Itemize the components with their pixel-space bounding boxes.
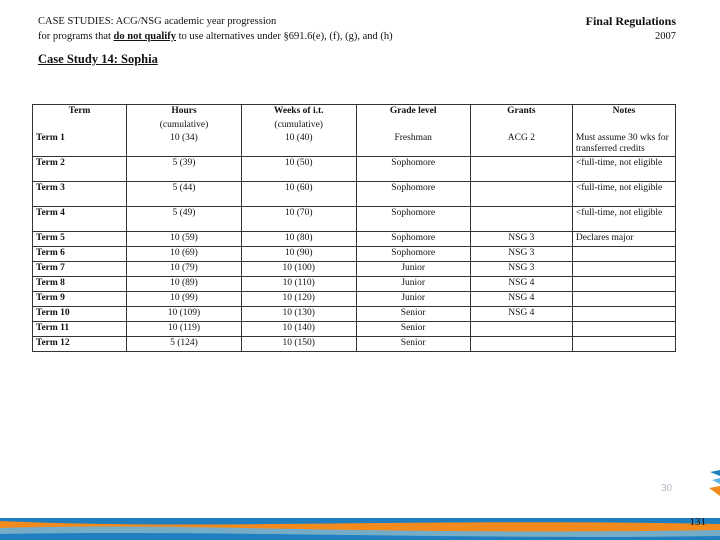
header-left xyxy=(38,14,393,44)
weeks-cell: 10 (120) xyxy=(241,292,356,307)
table-row xyxy=(33,182,676,207)
grade-level-cell: Sophomore xyxy=(356,247,470,262)
column-subheader xyxy=(470,119,572,132)
grants-cell: NSG 4 xyxy=(470,277,572,292)
notes-cell: Declares major xyxy=(572,232,675,247)
column-subheader: (cumulative) xyxy=(241,119,356,132)
table-row xyxy=(33,337,676,352)
table-header-row xyxy=(33,105,676,119)
grade-level-cell: Sophomore xyxy=(356,232,470,247)
term-cell: Term 3 xyxy=(33,182,127,207)
grade-level-cell: Junior xyxy=(356,262,470,277)
table-row xyxy=(33,292,676,307)
column-header: Grants xyxy=(470,105,572,119)
slide-number: 30 xyxy=(661,483,673,494)
grants-cell: NSG 4 xyxy=(470,292,572,307)
table-row xyxy=(33,247,676,262)
table-row xyxy=(33,307,676,322)
grants-cell xyxy=(470,157,572,182)
term-cell: Term 8 xyxy=(33,277,127,292)
header-line-2-emphasis: do not qualify xyxy=(113,31,176,42)
weeks-cell: 10 (150) xyxy=(241,337,356,352)
grants-cell xyxy=(470,322,572,337)
hours-cell: 10 (99) xyxy=(127,292,242,307)
term-cell: Term 6 xyxy=(33,247,127,262)
column-header: Notes xyxy=(572,105,675,119)
hours-cell: 10 (109) xyxy=(127,307,242,322)
column-header: Term xyxy=(33,105,127,119)
term-cell: Term 4 xyxy=(33,207,127,232)
term-cell: Term 9 xyxy=(33,292,127,307)
notes-cell xyxy=(572,247,675,262)
notes-cell xyxy=(572,322,675,337)
weeks-cell: 10 (130) xyxy=(241,307,356,322)
column-subheader xyxy=(356,119,470,132)
notes-cell: Must assume 30 wks for transferred credits xyxy=(572,132,675,157)
weeks-cell: 10 (140) xyxy=(241,322,356,337)
page-number: 131 xyxy=(689,516,706,528)
table-row xyxy=(33,232,676,247)
case-study-title: Case Study 14: Sophia xyxy=(38,52,158,66)
hours-cell: 10 (89) xyxy=(127,277,242,292)
table-row xyxy=(33,322,676,337)
hours-cell: 10 (34) xyxy=(127,132,242,157)
progression-table xyxy=(32,104,676,352)
notes-cell xyxy=(572,337,675,352)
weeks-cell: 10 (80) xyxy=(241,232,356,247)
weeks-cell: 10 (50) xyxy=(241,157,356,182)
regulations-title: Final Regulations xyxy=(585,14,676,28)
table-row xyxy=(33,157,676,182)
grade-level-cell: Senior xyxy=(356,337,470,352)
notes-cell: <full-time, not eligible xyxy=(572,207,675,232)
header-line-2 xyxy=(38,29,393,44)
weeks-cell: 10 (60) xyxy=(241,182,356,207)
hours-cell: 5 (44) xyxy=(127,182,242,207)
hours-cell: 10 (69) xyxy=(127,247,242,262)
grants-cell: NSG 4 xyxy=(470,307,572,322)
notes-cell: <full-time, not eligible xyxy=(572,157,675,182)
hours-cell: 10 (119) xyxy=(127,322,242,337)
grade-level-cell: Junior xyxy=(356,277,470,292)
grants-cell xyxy=(470,207,572,232)
regulations-year: 2007 xyxy=(655,31,676,42)
term-cell: Term 12 xyxy=(33,337,127,352)
weeks-cell: 10 (90) xyxy=(241,247,356,262)
hours-cell: 5 (39) xyxy=(127,157,242,182)
column-header: Weeks of i.t. xyxy=(241,105,356,119)
weeks-cell: 10 (110) xyxy=(241,277,356,292)
grants-cell xyxy=(470,337,572,352)
column-header: Grade level xyxy=(356,105,470,119)
column-subheader xyxy=(572,119,675,132)
term-cell: Term 10 xyxy=(33,307,127,322)
grants-cell: NSG 3 xyxy=(470,232,572,247)
hours-cell: 5 (49) xyxy=(127,207,242,232)
table-row xyxy=(33,132,676,157)
term-cell: Term 11 xyxy=(33,322,127,337)
weeks-cell: 10 (40) xyxy=(241,132,356,157)
side-logo-fragment xyxy=(706,470,720,500)
grade-level-cell: Senior xyxy=(356,307,470,322)
footer-band xyxy=(0,518,720,540)
header-line-2-pre: for programs that xyxy=(38,31,114,42)
column-header: Hours xyxy=(127,105,242,119)
header-line-2-post: to use alternatives under §691.6(e), (f), (g), and (h) xyxy=(175,31,393,42)
table-row xyxy=(33,207,676,232)
hours-cell: 10 (79) xyxy=(127,262,242,277)
notes-cell: <full-time, not eligible xyxy=(572,182,675,207)
term-cell: Term 5 xyxy=(33,232,127,247)
column-subheader xyxy=(33,119,127,132)
hours-cell: 5 (124) xyxy=(127,337,242,352)
table-subheader-row xyxy=(33,119,676,132)
table-row xyxy=(33,262,676,277)
grade-level-cell: Junior xyxy=(356,292,470,307)
grade-level-cell: Freshman xyxy=(356,132,470,157)
notes-cell xyxy=(572,262,675,277)
grants-cell: NSG 3 xyxy=(470,247,572,262)
grade-level-cell: Sophomore xyxy=(356,207,470,232)
grants-cell xyxy=(470,182,572,207)
notes-cell xyxy=(572,277,675,292)
term-cell: Term 2 xyxy=(33,157,127,182)
term-cell: Term 7 xyxy=(33,262,127,277)
grade-level-cell: Sophomore xyxy=(356,157,470,182)
grants-cell: ACG 2 xyxy=(470,132,572,157)
table-row xyxy=(33,277,676,292)
hours-cell: 10 (59) xyxy=(127,232,242,247)
notes-cell xyxy=(572,307,675,322)
header-right xyxy=(586,14,676,44)
grants-cell: NSG 3 xyxy=(470,262,572,277)
column-subheader: (cumulative) xyxy=(127,119,242,132)
weeks-cell: 10 (100) xyxy=(241,262,356,277)
grade-level-cell: Sophomore xyxy=(356,182,470,207)
weeks-cell: 10 (70) xyxy=(241,207,356,232)
header-line-1: CASE STUDIES: ACG/NSG academic year progression xyxy=(38,16,277,27)
notes-cell xyxy=(572,292,675,307)
term-cell: Term 1 xyxy=(33,132,127,157)
grade-level-cell: Senior xyxy=(356,322,470,337)
